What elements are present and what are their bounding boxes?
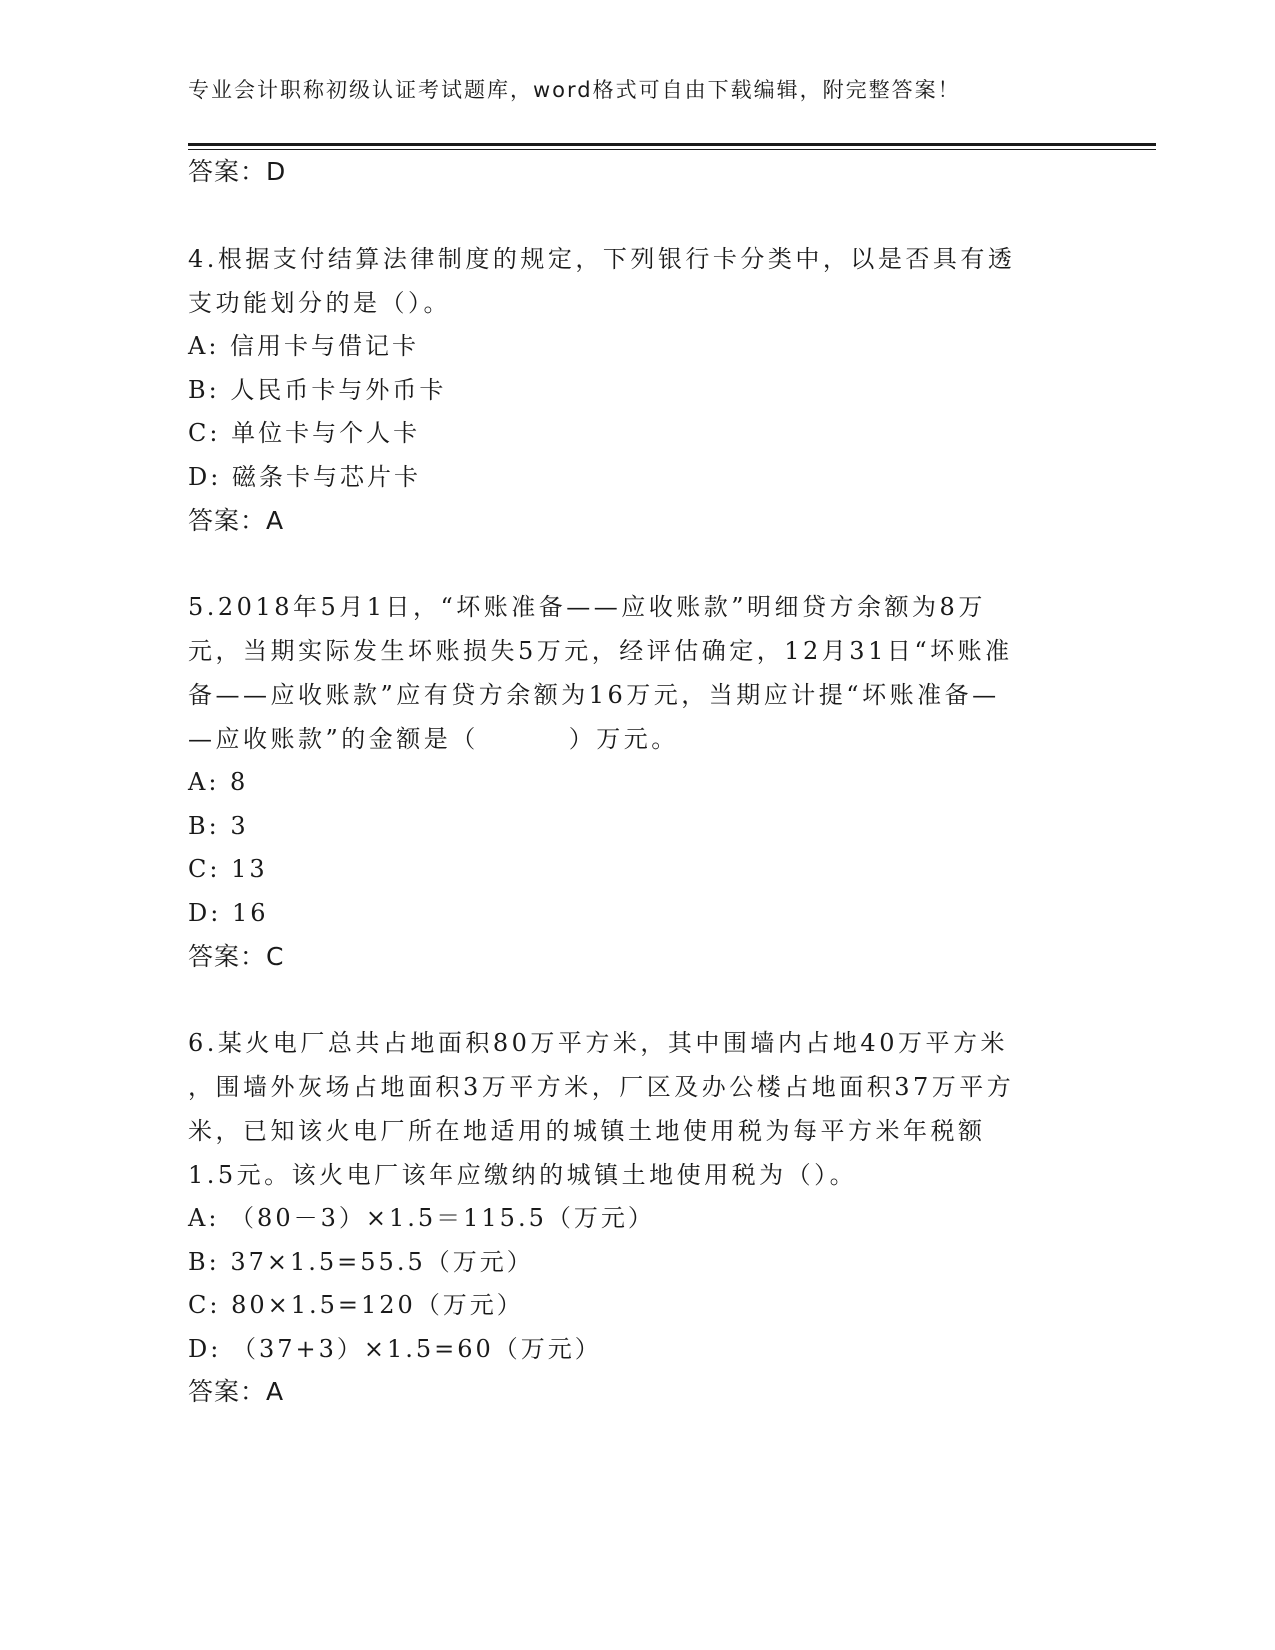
q6-option-b: B: 37×1.5=55.5（万元） [188, 1248, 534, 1276]
q5-stem-line-2: 元，当期实际发生坏账损失5万元，经评估确定，12月31日“坏账准 [188, 637, 1013, 665]
q5-stem-line-4-tail: ）万元。 [568, 725, 679, 753]
q5-stem-line-1: 5.2018年5月1日，“坏账准备——应收账款”明细贷方余额为8万 [188, 593, 986, 621]
q6-answer: 答案：A [188, 1377, 285, 1406]
header-rule-thick [188, 143, 1156, 146]
q6-option-c: C: 80×1.5=120（万元） [188, 1291, 524, 1319]
q6-stem-line-1: 6.某火电厂总共占地面积80万平方米，其中围墙内占地40万平方米 [188, 1029, 1008, 1057]
q4-option-a: A: 信用卡与借记卡 [188, 332, 420, 360]
q4-stem-line-2: 支功能划分的是（）。 [188, 289, 451, 317]
header-rule-thin [188, 149, 1156, 150]
q5-answer: 答案：C [188, 942, 285, 971]
q5-option-d: D: 16 [188, 899, 269, 927]
q6-option-a: A: （80－3）×1.5＝115.5（万元） [188, 1204, 655, 1232]
q4-option-b: B: 人民币卡与外币卡 [188, 376, 447, 404]
q6-stem-line-4: 1.5元。该火电厂该年应缴纳的城镇土地使用税为（）。 [188, 1161, 858, 1189]
q6-option-d: D: （37+3）×1.5=60（万元） [188, 1335, 602, 1363]
q5-option-c: C: 13 [188, 855, 268, 883]
q5-stem-line-4-head: —应收账款”的金额是（ [188, 725, 479, 753]
q4-option-d: D: 磁条卡与芯片卡 [188, 463, 421, 491]
q4-answer: 答案：A [188, 506, 285, 535]
q6-stem-line-3: 米，已知该火电厂所在地适用的城镇土地使用税为每平方米年税额 [188, 1117, 986, 1145]
q5-stem-line-4 [188, 724, 679, 754]
q5-option-a: A: 8 [188, 768, 249, 796]
previous-answer: 答案：D [188, 157, 287, 186]
q4-stem-line-1: 4.根据支付结算法律制度的规定，下列银行卡分类中，以是否具有透 [188, 245, 1016, 273]
q4-option-c: C: 单位卡与个人卡 [188, 419, 421, 447]
q6-stem-line-2: ，围墙外灰场占地面积3万平方米，厂区及办公楼占地面积37万平方 [188, 1073, 1015, 1101]
q5-stem-line-3: 备——应收账款”应有贷方余额为16万元，当期应计提“坏账准备— [188, 681, 1000, 709]
page-header: 专业会计职称初级认证考试题库，word格式可自由下载编辑，附完整答案！ [188, 78, 961, 102]
q5-option-b: B: 3 [188, 812, 249, 840]
